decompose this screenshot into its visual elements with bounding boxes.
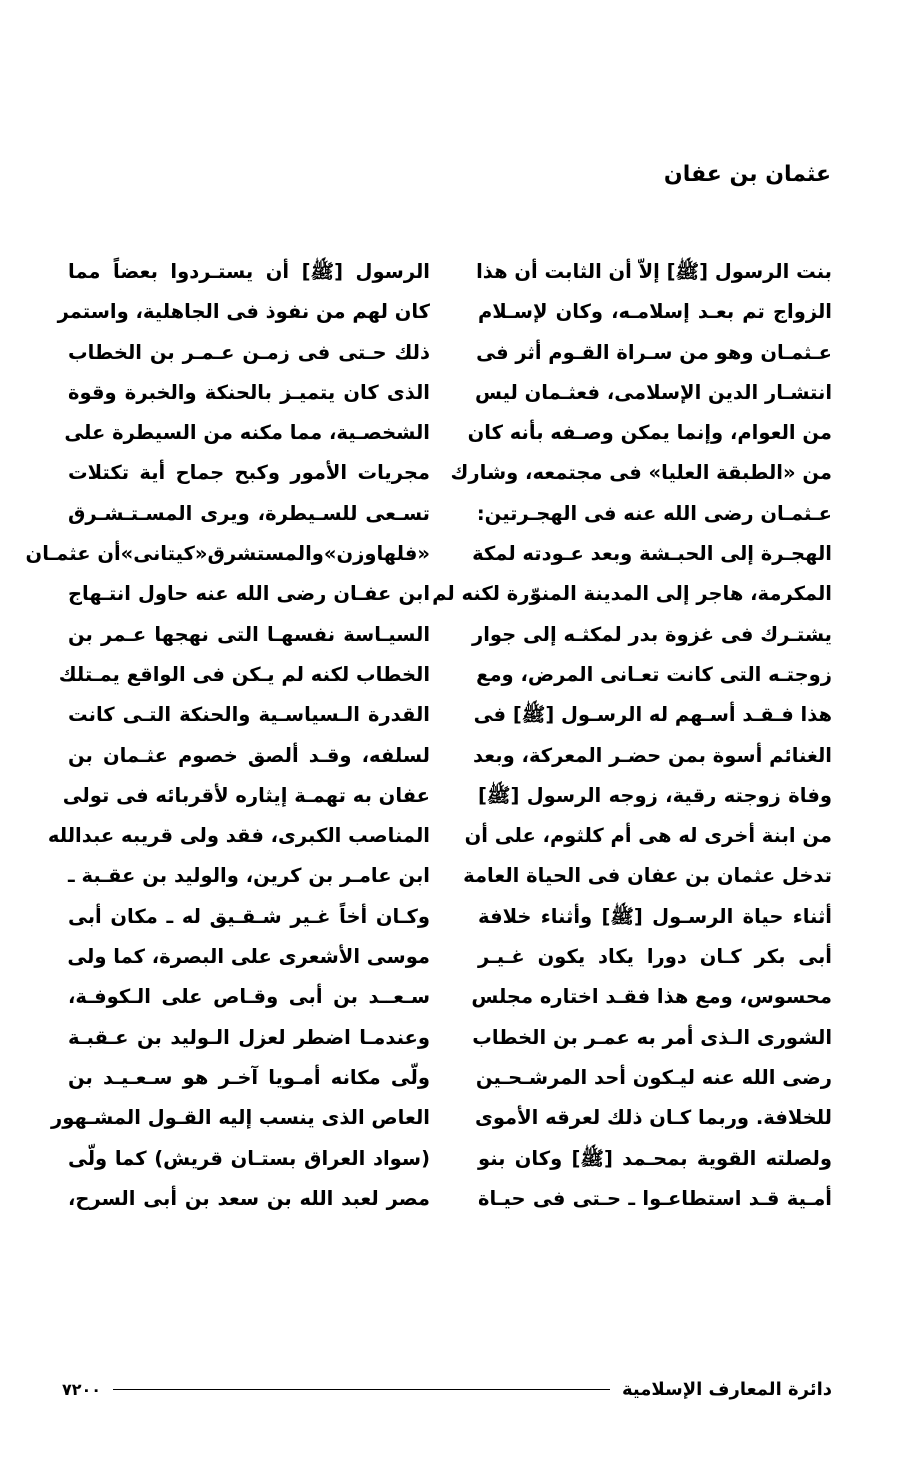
page-footer xyxy=(62,1374,832,1404)
text-line: ذلك حـتى فى زمـن عـمـر بن الخطاب xyxy=(68,340,430,364)
text-line: السيـاسة نفسهـا التى نهجها عـمر بن xyxy=(68,622,430,646)
text-line: محسوس، ومع هذا فقـد اختاره مجلس xyxy=(471,985,832,1009)
text-line: رضى الله عنه ليـكون أحد المرشـحـين xyxy=(475,1065,832,1089)
text-line: أمـية قـد استطاعـوا ـ حـتى فى حيـاة xyxy=(478,1186,832,1210)
right-text-column xyxy=(432,252,832,1219)
text-line: أبى بكر كـان دورا يكاد يكون غـيـر xyxy=(478,945,832,969)
running-header-title: عثمان بن عفان xyxy=(663,162,831,187)
text-line: مصر لعبد الله بن سعد بن أبى السرح، xyxy=(68,1186,430,1210)
text-line: الشخصـية، مما مكنه من السيطرة على xyxy=(64,421,430,445)
text-line: انتشـار الدين الإسلامى، فعثـمان ليس xyxy=(475,380,832,404)
left-text-column xyxy=(25,252,430,1219)
text-line: تسـعى للسـيطرة، ويرى المسـتـشـرق xyxy=(68,501,430,525)
text-line: المكرمة، هاجر إلى المدينة المنوّرة لكنه لم xyxy=(432,582,832,606)
text-line: كان لهم من نفوذ فى الجاهلية، واستمر xyxy=(57,300,430,324)
text-line: بنت الرسول [ﷺ] إلاّ أن الثابت أن هذا xyxy=(476,260,832,283)
text-line: الذى كان يتميـز بالحنكة والخبرة وقوة xyxy=(68,380,430,404)
text-line: الزواج تم بعـد إسلامـه، وكان لإسـلام xyxy=(478,300,832,324)
text-line: عـثمـان رضى الله عنه فى الهجـرتين: xyxy=(476,501,832,525)
text-line: من ابنة أخرى له هى أم كلثوم، على أن xyxy=(464,824,832,848)
text-line: «فلهاوزن»والمستشرق«كيتانى»أن عثمـان xyxy=(25,542,430,566)
text-line: وكـان أخاً غـير شـقـيق له ـ مكان أبى xyxy=(68,904,430,928)
text-line: من العوام، وإنما يمكن وصـفه بأنه كان xyxy=(467,421,832,445)
text-line: وفاة زوجته رقية، زوجه الرسول [ﷺ] xyxy=(478,783,832,807)
text-line: لسلفه، وقـد ألصق خصوم عثـمان بن xyxy=(68,743,430,767)
text-line: وعندمـا اضطر لعزل الـوليد بن عـقبـة xyxy=(68,1025,430,1049)
footer-rule xyxy=(113,1389,610,1390)
text-line: ولصلته القوية بمحـمد [ﷺ] وكان بنو xyxy=(478,1146,832,1170)
text-line: عـثمـان وهو من سـراة القـوم أثر فى xyxy=(476,340,832,364)
text-line: الهجـرة إلى الحبـشة وبعد عـودته لمكة xyxy=(472,542,832,566)
text-line: (سواد العراق بستـان قريش) كما ولّى xyxy=(68,1146,430,1170)
text-line: هذا فـقـد أسـهم له الرسـول [ﷺ] فى xyxy=(473,703,832,727)
text-line: الرسول [ﷺ] أن يستـردوا بعضاً مما xyxy=(68,260,430,283)
text-line: زوجتـه التى كانت تعـانى المرض، ومع xyxy=(476,662,832,686)
text-line: تدخل عثمان بن عفان فى الحياة العامة xyxy=(463,864,832,888)
text-line: مجريات الأمور وكبح جماح أية تكتلات xyxy=(68,461,430,485)
text-line: الشورى الـذى أمر به عمـر بن الخطاب xyxy=(472,1025,832,1049)
text-line: للخلافة. وربما كـان ذلك لعرقه الأموى xyxy=(474,1106,832,1130)
text-line: الغنائم أسوة بمن حضـر المعركة، وبعد xyxy=(473,743,832,767)
text-line: ابن عامـر بن كرين، والوليد بن عقـبة ـ xyxy=(68,864,430,888)
publication-title: دائرة المعارف الإسلامية xyxy=(621,1378,832,1400)
text-line: أثناء حياة الرسـول [ﷺ] وأثناء خلافة xyxy=(478,904,832,928)
text-line: من «الطبقة العليا» فى مجتمعه، وشارك xyxy=(450,461,832,485)
text-line: المناصب الكبرى، فقد ولى قريبه عبدالله xyxy=(47,824,430,848)
text-line: العاص الذى ينسب إليه القـول المشـهور xyxy=(51,1106,430,1130)
text-line: الخطاب لكنه لم يـكن فى الواقع يمـتلك xyxy=(58,662,430,686)
text-line: يشتـرك فى غزوة بدر لمكثـه إلى جوار xyxy=(471,622,832,646)
text-line: ولّى مكانه أمـويا آخـر هو سـعـيـد بن xyxy=(68,1065,430,1089)
text-line: ابن عفـان رضى الله عنه حاول انتـهاج xyxy=(68,582,430,606)
text-line: موسى الأشعرى على البصرة، كما ولى xyxy=(67,945,430,969)
text-line: القدرة الـسياسـية والحنكة التـى كانت xyxy=(68,703,430,727)
text-line: سـعــد بن أبى وقـاص على الـكوفـة، xyxy=(68,985,430,1009)
page-number: ٧٢٠٠ xyxy=(62,1379,102,1399)
text-line: عفان به تهمـة إيثاره لأقربائه فى تولى xyxy=(62,783,430,807)
